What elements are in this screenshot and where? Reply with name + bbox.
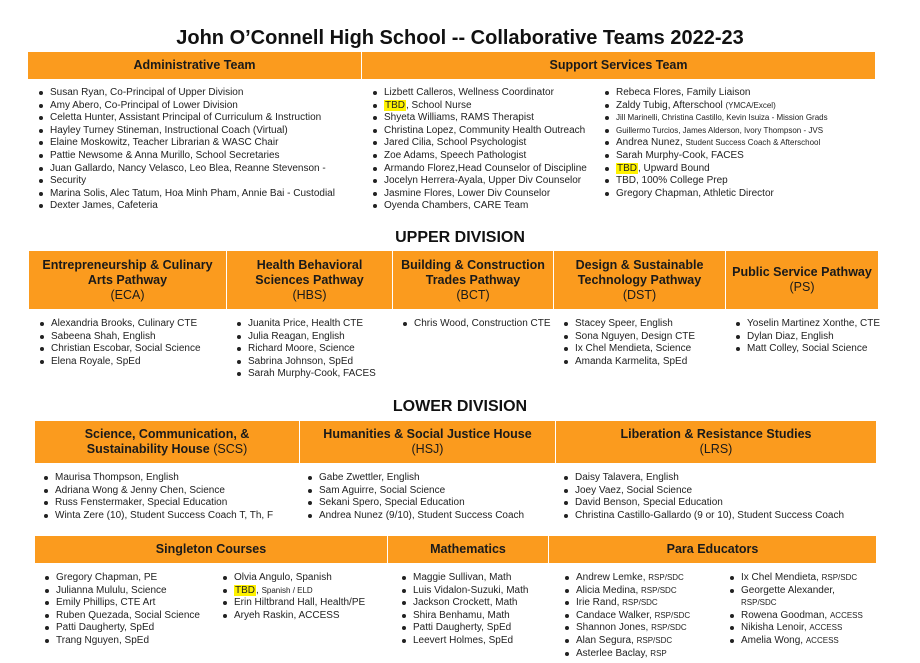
lower-division-title: LOWER DIVISION [392, 398, 528, 415]
list-item-note: RSP/SDC [741, 598, 777, 608]
house-name-line-2 [87, 442, 247, 457]
support-services-header-label: Support Services Team [549, 58, 688, 72]
list-item-text: Amelia Wong, [741, 634, 806, 646]
list-item [727, 635, 863, 648]
list-item [370, 175, 587, 188]
para-educators-header-label: Para Educators [666, 542, 759, 556]
list-item-text: Christina Castillo-Gallardo (9 or 10), Student Success Coach [575, 509, 845, 521]
list-item-text: Candace Walker, [576, 609, 655, 621]
house-header-lrs [555, 421, 876, 463]
mathematics-list [399, 572, 528, 648]
list-item [220, 597, 365, 610]
list-item-text: Patti Daugherty, SpEd [56, 622, 155, 634]
list-item [602, 150, 828, 163]
list-item [602, 137, 828, 150]
house-name-line-2 [412, 442, 444, 457]
page-title: John O’Connell High School -- Collaborative Teams 2022-23 [176, 27, 744, 49]
list-item [562, 622, 690, 635]
list-item-note: Guillermo Turcios, James Alderson, Ivory Thompson - JVS [616, 125, 824, 135]
house-list [305, 472, 524, 522]
list-item-text: Matt Colley, Social Science [747, 343, 868, 355]
list-item [562, 572, 690, 585]
list-item [370, 150, 587, 163]
list-item-note: Spanish / ELD [261, 585, 313, 595]
list-item [602, 175, 828, 188]
list-item-text: Alexandria Brooks, Culinary CTE [51, 318, 198, 329]
list-item [602, 112, 828, 125]
list-item-text: Adriana Wong & Jenny Chen, Science [55, 484, 225, 496]
house-name-line-1: Science, Communication, & [84, 427, 250, 441]
administrative-team-header-label: Administrative Team [133, 58, 256, 72]
list-item-text: Trang Nguyen, SpEd [56, 634, 150, 646]
list-item [602, 163, 828, 176]
pathway-name: Building & Construction Trades Pathway [401, 257, 545, 287]
list-item-text: Oyenda Chambers, CARE Team [384, 200, 529, 212]
list-item [562, 585, 690, 598]
list-item-text: Lizbett Calleros, Wellness Coordinator [384, 87, 554, 98]
list-item-text: Shyeta Williams, RAMS Therapist [384, 112, 534, 124]
list-item-note: RSP/SDC [648, 573, 684, 582]
list-item [36, 200, 335, 213]
list-item-text: Aryeh Raskin, ACCESS [234, 609, 340, 621]
house-abbr: (HSJ) [411, 442, 444, 456]
singleton-courses-header [35, 536, 387, 563]
house-name-line-1: Humanities & Social Justice House [323, 427, 532, 441]
upper-division-title: UPPER DIVISION [395, 229, 525, 246]
list-item-note: (YMCA/Excel) [725, 100, 776, 110]
pathway-abbr: (DST) [622, 287, 657, 302]
list-item [727, 572, 863, 585]
list-item [561, 318, 695, 331]
list-item-text: Alicia Medina, [576, 584, 642, 596]
list-item-text: Patti Daugherty, SpEd [413, 622, 512, 634]
list-item-text: Juan Gallardo, Nancy Velasco, Leo Blea, Reanne Stevenson - [50, 162, 326, 174]
list-item-text: Erin Hiltbrand Hall, Health/PE [234, 597, 366, 609]
list-item [562, 597, 690, 610]
list-item [42, 572, 200, 585]
list-item [733, 331, 880, 344]
house-abbr: (SCS) [213, 442, 248, 456]
house-header-scs [35, 421, 299, 463]
list-item-text: Nikisha Lenoir, [741, 622, 810, 634]
list-item [234, 368, 376, 381]
list-item [370, 112, 587, 125]
list-item [37, 343, 201, 356]
list-item [562, 635, 690, 648]
administrative-team-header [28, 52, 361, 79]
list-item [370, 100, 587, 113]
list-item-text: Gregory Chapman, Athletic Director [616, 187, 774, 199]
list-item-text: Rebeca Flores, Family Liaison [616, 87, 751, 98]
list-item [42, 585, 200, 598]
house-name-line-1: Liberation & Resistance Studies [620, 427, 812, 441]
list-item-text: Ruben Quezada, Social Science [56, 609, 200, 621]
pathway-abbr: (BCT) [456, 287, 490, 302]
list-item [305, 485, 524, 498]
house-list [561, 472, 844, 522]
pathway-name: Public Service Pathway [732, 265, 872, 279]
pathway-header-dst [553, 251, 725, 309]
tbd-highlight: TBD [235, 584, 255, 596]
pathway-header-eca [29, 251, 226, 309]
pathway-header-bct [392, 251, 553, 309]
list-item-text: Andrea Nunez, [616, 137, 686, 149]
list-item [41, 485, 273, 498]
list-item [727, 610, 863, 623]
list-item-text: Shira Benhamu, Math [413, 609, 510, 621]
list-item-text: Christian Escobar, Social Science [51, 343, 201, 355]
house-header-hsj [299, 421, 555, 463]
list-item-text: Gabe Zwettler, English [319, 472, 420, 483]
list-item-text: , Upward Bound [638, 162, 710, 174]
house-abbr: (LRS) [699, 442, 733, 456]
list-item [733, 343, 880, 356]
list-item-text: Alan Segura, [576, 634, 637, 646]
list-item-text: Sabeena Shah, English [51, 330, 156, 342]
list-item-text: Jasmine Flores, Lower Div Counselor [384, 187, 551, 199]
list-item-text: Zoe Adams, Speech Pathologist [384, 149, 527, 161]
list-item [602, 125, 828, 138]
list-item [305, 472, 524, 485]
pathway-list [234, 318, 376, 381]
list-item-note: ACCESS [805, 635, 839, 645]
list-item-text: Gregory Chapman, PE [56, 572, 158, 583]
para-educators-list-1 [562, 572, 690, 660]
list-item [305, 497, 524, 510]
list-item [42, 610, 200, 623]
list-item-note: RSP/SDC [651, 623, 687, 633]
list-item [602, 87, 828, 100]
list-item [561, 331, 695, 344]
list-item-note: RSP/SDC [636, 635, 673, 645]
list-item [399, 622, 528, 635]
list-item-text: Russ Fenstermaker, Special Education [55, 497, 228, 509]
list-item-text: Maurisa Thompson, English [55, 472, 179, 483]
list-item [234, 343, 376, 356]
list-item [399, 610, 528, 623]
list-item [370, 188, 587, 201]
list-item-text: Luis Vidalon-Suzuki, Math [413, 584, 529, 596]
list-item-text: Security [50, 175, 87, 187]
list-item-text: Ix Chel Mendieta, Science [575, 343, 692, 355]
list-item-text: Yoselin Martinez Xonthe, CTE [747, 318, 881, 329]
list-item-text: Andrea Nunez (9/10), Student Success Coach [319, 509, 525, 521]
list-item-text: Celetta Hunter, Assistant Principal of Curriculum & Instruction [50, 112, 322, 124]
list-item [562, 610, 690, 623]
singleton-courses-list-2 [220, 572, 365, 622]
list-item-text: Jackson Crockett, Math [413, 597, 518, 609]
list-item-note: ACCESS [809, 623, 843, 633]
house-name-line-2 [700, 442, 733, 457]
list-item-text: Olvia Angulo, Spanish [234, 572, 332, 583]
list-item [562, 648, 690, 661]
list-item [220, 585, 365, 598]
list-item [399, 635, 528, 648]
pathway-list [733, 318, 880, 356]
list-item-text: Dylan Diaz, English [747, 330, 834, 342]
list-item [36, 125, 335, 138]
pathway-name: Health Behavioral Sciences Pathway [255, 257, 364, 287]
list-item-text: Winta Zere (10), Student Success Coach T, Th, F [55, 509, 274, 521]
tbd-highlight: TBD [617, 162, 637, 174]
list-item-text: Stacey Speer, English [575, 318, 673, 329]
list-item-text: TBD, 100% College Prep [616, 175, 728, 187]
singleton-courses-list-1 [42, 572, 200, 648]
list-item [220, 610, 365, 623]
list-item [36, 188, 335, 201]
list-item [41, 497, 273, 510]
list-item [42, 597, 200, 610]
list-item [41, 510, 273, 523]
list-item-text: Sona Nguyen, Design CTE [575, 330, 696, 342]
list-item [561, 510, 844, 523]
mathematics-header [387, 536, 548, 563]
list-item [561, 343, 695, 356]
list-item-text: David Benson, Special Education [575, 497, 723, 509]
list-item [602, 100, 828, 113]
list-item [36, 137, 335, 150]
list-item [42, 622, 200, 635]
pathway-name: Entrepreneurship & Culinary Arts Pathway [42, 257, 213, 287]
house-list [41, 472, 273, 522]
support-services-list-2 [602, 87, 828, 200]
list-item [370, 163, 587, 176]
pathway-header-hbs [226, 251, 392, 309]
list-item [36, 175, 335, 188]
list-item-text: Hayley Turney Stineman, Instructional Coach (Virtual) [50, 124, 288, 136]
pathway-name: Design & Sustainable Technology Pathway [575, 257, 704, 287]
pathway-abbr: (HBS) [292, 287, 327, 302]
list-item-text: Daisy Talavera, English [575, 472, 679, 483]
list-item-note: RSP/SDC [654, 610, 691, 620]
list-item-note: RSP/SDC [821, 573, 858, 582]
list-item-text: Pattie Newsome & Anna Murillo, School Secretaries [50, 149, 280, 161]
list-item-text: Asterlee Baclay, [576, 647, 651, 659]
pathway-abbr: (PS) [789, 280, 815, 294]
singleton-courses-header-label: Singleton Courses [155, 542, 267, 556]
para-educators-list-2 [727, 572, 863, 648]
list-item [36, 112, 335, 125]
list-item-text: Sarah Murphy-Cook, FACES [248, 368, 376, 380]
pathway-abbr: (ECA) [110, 287, 145, 302]
list-item [234, 318, 376, 331]
list-item [42, 635, 200, 648]
list-item [399, 572, 528, 585]
list-item [220, 572, 365, 585]
list-item-text: Julianna Mululu, Science [56, 584, 167, 596]
list-item [370, 87, 587, 100]
list-item-text: Joey Vaez, Social Science [575, 484, 693, 496]
list-item-text: , [256, 584, 262, 596]
list-item-text: , School Nurse [406, 99, 472, 111]
list-item [370, 137, 587, 150]
list-item-text: Amanda Karmelita, SpEd [575, 355, 688, 367]
list-item [602, 188, 828, 201]
pathway-list [400, 318, 551, 331]
list-item-text: Ix Chel Mendieta, [741, 572, 822, 583]
list-item [36, 163, 335, 176]
list-item-text: Elaine Moskowitz, Teacher Librarian & WASC Chair [50, 137, 279, 149]
tbd-highlight: TBD [385, 99, 405, 111]
list-item [234, 331, 376, 344]
list-item-text: Julia Reagan, English [248, 330, 345, 342]
support-services-list-1 [370, 87, 587, 213]
list-item [561, 485, 844, 498]
para-educators-header [548, 536, 876, 563]
list-item [399, 597, 528, 610]
list-item [41, 472, 273, 485]
list-item [37, 356, 201, 369]
list-item-text: Armando Florez,Head Counselor of Discipline [384, 162, 587, 174]
list-item-text: Jocelyn Herrera-Ayala, Upper Div Counselor [384, 175, 582, 187]
list-item [370, 125, 587, 138]
list-item-text: Andrew Lemke, [576, 572, 649, 583]
list-item [727, 585, 863, 598]
list-item [370, 200, 587, 213]
house-name-part: Sustainability House [86, 442, 210, 456]
list-item-note: Jill Marinelli, Christina Castillo, Kevin Isuiza - Mission Grads [616, 113, 828, 123]
list-item-note: ACCESS [829, 610, 863, 620]
list-item-text: Rowena Goodman, [741, 609, 830, 621]
list-item-text: Chris Wood, Construction CTE [414, 318, 551, 329]
list-item-text: Dexter James, Cafeteria [50, 200, 158, 212]
list-item-note: RSP [650, 648, 667, 658]
list-item-text: Zaldy Tubig, Afterschool [616, 99, 726, 111]
list-item [561, 497, 844, 510]
list-item-text: Elena Royale, SpEd [51, 355, 141, 367]
list-item-note: RSP/SDC [641, 585, 677, 595]
list-item-text: Sekani Spero, Special Education [319, 497, 465, 509]
list-item-text: Jared Cilia, School Psychologist [384, 137, 527, 149]
list-item [400, 318, 551, 331]
list-item [727, 622, 863, 635]
list-item [561, 356, 695, 369]
list-item [561, 472, 844, 485]
list-item-text: Leevert Holmes, SpEd [413, 634, 514, 646]
pathway-list [37, 318, 201, 368]
list-item [305, 510, 524, 523]
list-item-text: Juanita Price, Health CTE [248, 318, 364, 329]
list-item [399, 585, 528, 598]
mathematics-header-label: Mathematics [430, 542, 506, 556]
list-item [36, 87, 335, 100]
list-item-text: Shannon Jones, [576, 622, 652, 634]
list-item [733, 318, 880, 331]
list-item-note: RSP/SDC [622, 598, 658, 608]
list-item-continuation [727, 597, 863, 610]
administrative-team-list [36, 87, 335, 213]
list-item [37, 318, 201, 331]
pathway-header-ps [725, 251, 878, 309]
list-item-text: Sarah Murphy-Cook, FACES [616, 149, 744, 161]
list-item-text: Georgette Alexander, [741, 584, 835, 596]
list-item-text: Maggie Sullivan, Math [413, 572, 512, 583]
support-services-header [361, 52, 875, 79]
list-item [234, 356, 376, 369]
list-item-text: Christina Lopez, Community Health Outreach [384, 124, 586, 136]
list-item-text: Irie Rand, [576, 597, 623, 609]
list-item-text: Richard Moore, Science [248, 343, 355, 355]
list-item-text: Amy Abero, Co-Principal of Lower Division [50, 99, 238, 111]
list-item-text: Sabrina Johnson, SpEd [248, 355, 354, 367]
list-item-text: Susan Ryan, Co-Principal of Upper Division [50, 87, 244, 98]
list-item-text: Marina Solis, Alec Tatum, Hoa Minh Pham, Annie Bai - Custodial [50, 187, 335, 199]
list-item [36, 100, 335, 113]
list-item-text: Sam Aguirre, Social Science [319, 484, 446, 496]
list-item [36, 150, 335, 163]
list-item-note: Student Success Coach & Afterschool [685, 138, 821, 148]
list-item-text: Emily Phillips, CTE Art [56, 597, 156, 609]
list-item [37, 331, 201, 344]
pathway-list [561, 318, 695, 368]
